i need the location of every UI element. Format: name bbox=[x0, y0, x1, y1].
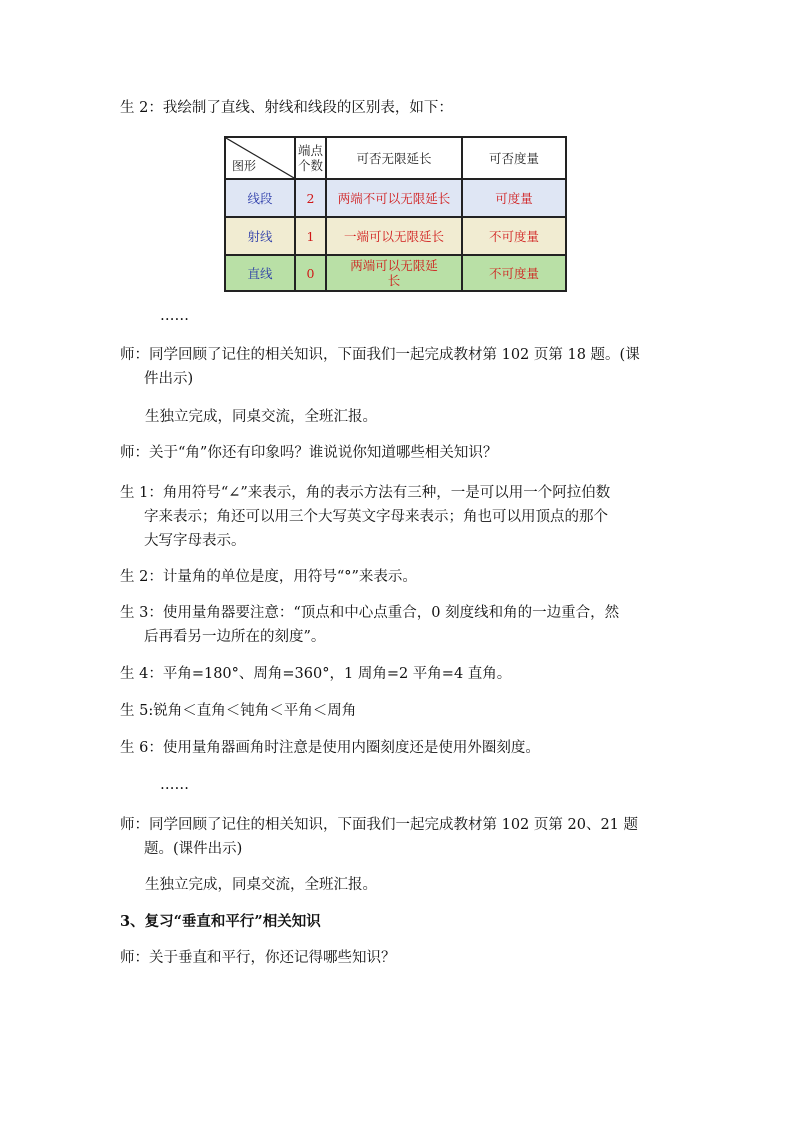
paragraph-student2-degree: 生 2：计量角的单位是度，用符号“°”来表示。 bbox=[120, 569, 417, 585]
ellipsis-1: …… bbox=[160, 308, 189, 324]
student3-protractor-line1: 生 3：使用量角器要注意：“顶点和中心点重合，0 刻度线和角的一边重合，然 bbox=[120, 605, 620, 621]
row-ray-name: 射线 bbox=[225, 217, 295, 255]
paragraph-student3-protractor bbox=[120, 601, 680, 649]
row-line-extend bbox=[326, 255, 462, 291]
row-line-extend-line1: 两端可以无限延 bbox=[350, 258, 438, 273]
header-endpoints bbox=[295, 137, 326, 179]
header-endpoints-line1: 端点 bbox=[297, 143, 323, 158]
paragraph-teacher-angle-question: 师：关于“角”你还有印象吗？谁说说你知道哪些相关知识？ bbox=[120, 445, 498, 461]
table-header-row bbox=[225, 137, 566, 179]
teacher-exercise-18-line1: 师：同学回顾了记住的相关知识，下面我们一起完成教材第 102 页第 18 题。(课 bbox=[120, 347, 640, 363]
row-segment-extend: 两端不可以无限延长 bbox=[326, 179, 462, 217]
row-ray-count: 1 bbox=[295, 217, 326, 255]
paragraph-teacher-perpendicular: 师：关于垂直和平行，你还记得哪些知识？ bbox=[120, 950, 396, 966]
table-row bbox=[225, 255, 566, 291]
table-row bbox=[225, 179, 566, 217]
teacher-exercise-18-line2: 件出示) bbox=[144, 371, 194, 387]
row-line-measure: 不可度量 bbox=[462, 255, 566, 291]
student1-angle-line2: 字来表示；角还可以用三个大写英文字母来表示；角也可以用顶点的那个 bbox=[144, 509, 608, 525]
row-line-name: 直线 bbox=[225, 255, 295, 291]
row-segment-count: 2 bbox=[295, 179, 326, 217]
section-heading-3: 3、复习“垂直和平行”相关知识 bbox=[120, 913, 321, 930]
row-ray-measure: 不可度量 bbox=[462, 217, 566, 255]
student3-protractor-line2: 后再看另一边所在的刻度”。 bbox=[144, 629, 326, 645]
paragraph-students-complete-1: 生独立完成，同桌交流，全班汇报。 bbox=[145, 409, 377, 425]
student1-angle-line1: 生 1：角用符号“∠”来表示，角的表示方法有三种，一是可以用一个阿拉伯数 bbox=[120, 485, 611, 501]
paragraph-teacher-exercise-20-21 bbox=[120, 813, 680, 861]
row-segment-measure: 可度量 bbox=[462, 179, 566, 217]
header-measure: 可否度量 bbox=[462, 137, 566, 179]
row-line-count: 0 bbox=[295, 255, 326, 291]
header-endpoints-line2: 个数 bbox=[297, 158, 323, 173]
paragraph-student1-angle bbox=[120, 481, 680, 553]
paragraph-students-complete-2: 生独立完成，同桌交流，全班汇报。 bbox=[145, 877, 377, 893]
row-segment-name: 线段 bbox=[225, 179, 295, 217]
paragraph-student4-angles: 生 4：平角=180°、周角=360°，1 周角=2 平角=4 直角。 bbox=[120, 666, 512, 682]
paragraph-student6-drawing: 生 6：使用量角器画角时注意是使用内圈刻度还是使用外圈刻度。 bbox=[120, 740, 540, 756]
table-corner-cell bbox=[225, 137, 295, 179]
ellipsis-2: …… bbox=[160, 777, 189, 793]
paragraph-teacher-exercise-18 bbox=[120, 343, 680, 391]
teacher-exercise-20-21-line2: 题。(课件出示) bbox=[144, 841, 243, 857]
paragraph-student2-table-intro: 生 2：我绘制了直线、射线和线段的区别表，如下： bbox=[120, 100, 453, 116]
row-line-extend-line2: 长 bbox=[387, 273, 401, 288]
row-ray-extend: 一端可以无限延长 bbox=[326, 217, 462, 255]
corner-label: 图形 bbox=[232, 159, 257, 173]
header-extend: 可否无限延长 bbox=[326, 137, 462, 179]
paragraph-student5-order: 生 5:锐角＜直角＜钝角＜平角＜周角 bbox=[120, 703, 357, 719]
teacher-exercise-20-21-line1: 师：同学回顾了记住的相关知识，下面我们一起完成教材第 102 页第 20、21 题 bbox=[120, 817, 639, 833]
comparison-table bbox=[224, 136, 567, 288]
table-row bbox=[225, 217, 566, 255]
student1-angle-line3: 大写字母表示。 bbox=[144, 533, 246, 549]
